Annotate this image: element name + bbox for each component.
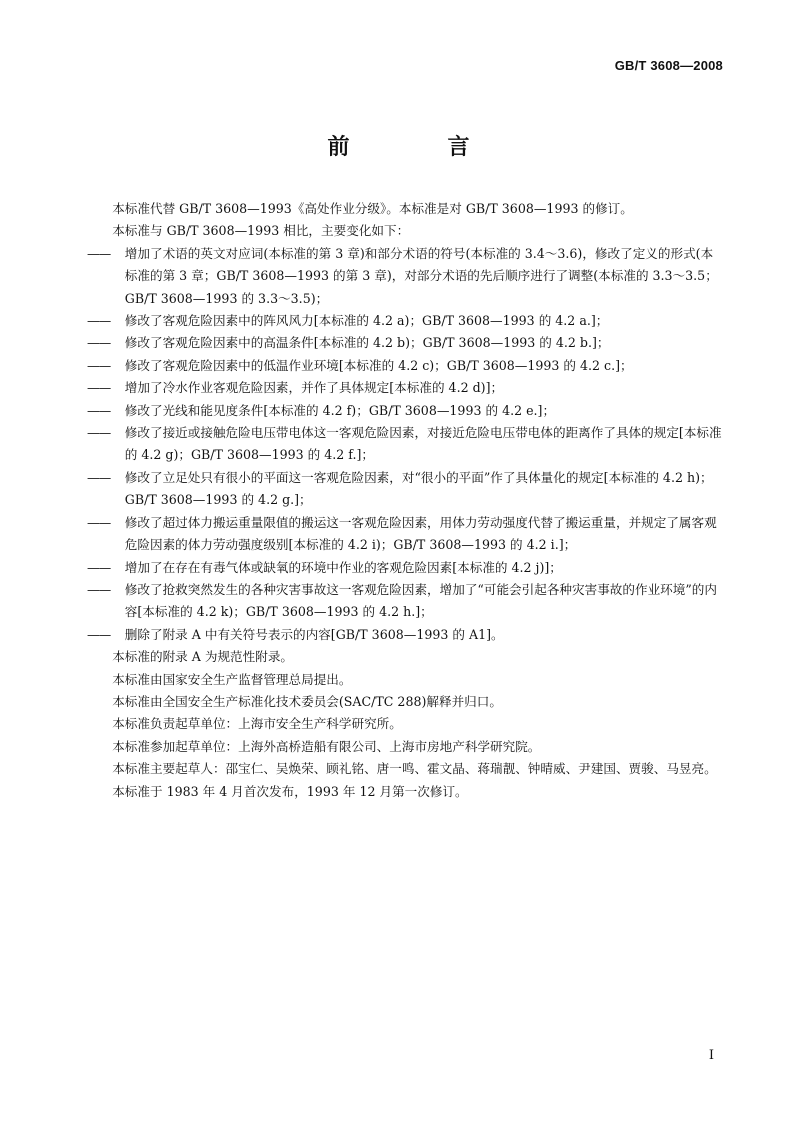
list-dash: —— <box>87 581 111 597</box>
list-dash: —— <box>87 425 111 441</box>
change-item-text: 增加了冷水作业客观危险因素，并作了具体规定[本标准的 4.2 d)]； <box>124 380 504 396</box>
list-dash: —— <box>87 245 111 261</box>
list-dash: —— <box>87 514 111 530</box>
change-list-item <box>87 557 725 579</box>
change-list-item <box>87 467 725 512</box>
closing-paragraph: 本标准于 1983 年 4 月首次发布，1993 年 12 月第一次修订。 <box>112 783 468 799</box>
closing-paragraph: 本标准参加起草单位：上海外高桥造船有限公司、上海市房地产科学研究院。 <box>112 738 541 754</box>
list-dash: —— <box>87 469 111 485</box>
change-item-text: 修改了立足处只有很小的平面这一客观危险因素，对“很小的平面”作了具体量化的规定[本标准的 4.2 h)；GB/T 3608—1993 的 4.2 g.]； <box>124 469 713 508</box>
change-item-text: 修改了接近或接触危险电压带电体这一客观危险因素，对接近危险电压带电体的距离作了具体的规定[本标准的 4.2 g)；GB/T 3608—1993 的 4.2 f.]； <box>124 425 722 463</box>
list-dash: —— <box>87 626 111 642</box>
change-list-item <box>87 624 725 646</box>
closing-paragraph: 本标准由国家安全生产监督管理总局提出。 <box>112 671 352 687</box>
closing-paragraph: 本标准由全国安全生产标准化技术委员会(SAC/TC 288)解释并归口。 <box>112 693 502 709</box>
page-number: I <box>708 1048 714 1063</box>
change-item-text: 修改了客观危险因素中的高温条件[本标准的 4.2 b)；GB/T 3608—1993 的 4.2 b.]； <box>124 335 610 351</box>
intro-paragraph: 本标准代替 GB/T 3608—1993《高处作业分级》。本标准是对 GB/T 3608—1993 的修订。 <box>112 201 633 216</box>
intro-paragraph: 本标准与 GB/T 3608—1993 相比，主要变化如下： <box>112 223 410 239</box>
foreword-body <box>87 198 725 803</box>
list-dash: —— <box>87 402 111 418</box>
change-list-item <box>87 400 725 422</box>
change-item-text: 删除了附录 A 中有关符号表示的内容[GB/T 3608—1993 的 A1]。 <box>124 626 504 642</box>
change-list-item <box>87 332 725 354</box>
standard-code: GB/T 3608—2008 <box>614 58 723 73</box>
change-list-item <box>87 422 725 467</box>
closing-paragraph: 本标准主要起草人：邵宝仁、吴焕荣、顾礼铭、唐一鸣、霍文晶、蒋瑞靓、钟晴威、尹建国、贾骏、马昱亮。 <box>112 761 717 777</box>
change-list-item <box>87 579 725 624</box>
list-dash: —— <box>87 313 111 329</box>
page-title: 前 言 <box>327 135 508 160</box>
list-dash: —— <box>87 357 111 373</box>
closing-paragraph: 本标准负责起草单位：上海市安全生产科学研究所。 <box>112 716 402 732</box>
change-list-item <box>87 377 725 399</box>
change-item-text: 修改了抢救突然发生的各种灾害事故这一客观危险因素，增加了“可能会引起各种灾害事故的作业环境”的内容[本标准的 4.2 k)；GB/T 3608—1993 的 4.2 h.]； <box>124 581 717 620</box>
list-dash: —— <box>87 559 111 575</box>
change-list-item <box>87 243 725 310</box>
change-list-item <box>87 512 725 557</box>
list-dash: —— <box>87 335 111 351</box>
change-item-text: 修改了客观危险因素中的阵风风力[本标准的 4.2 a)；GB/T 3608—1993 的 4.2 a.]； <box>124 313 609 329</box>
change-item-text: 修改了光线和能见度条件[本标准的 4.2 f)；GB/T 3608—1993 的 4.2 e.]； <box>124 402 556 418</box>
change-item-text: 增加了在存在有毒气体或缺氧的环境中作业的客观危险因素[本标准的 4.2 j)]； <box>124 559 562 575</box>
change-item-text: 增加了术语的英文对应词(本标准的第 3 章)和部分术语的符号(本标准的 3.4～3.6)，修改了定义的形式(本标准的第 3 章；GB/T 3608—1993 的第 3 章)，对部分术语的先后顺序进行了调整(本标准的 3.3～3.5；GB/T 3608—1993 的 3.3～3.5)； <box>124 245 718 306</box>
closing-paragraph: 本标准的附录 A 为规范性附录。 <box>112 649 294 665</box>
list-dash: —— <box>87 380 111 396</box>
change-item-text: 修改了客观危险因素中的低温作业环境[本标准的 4.2 c)；GB/T 3608—1993 的 4.2 c.]； <box>124 357 633 373</box>
change-list-item <box>87 355 725 377</box>
change-item-text: 修改了超过体力搬运重量限值的搬运这一客观危险因素，用体力劳动强度代替了搬运重量，并规定了属客观危险因素的体力劳动强度级别[本标准的 4.2 i)；GB/T 3608—1993 的 4.2 i.]； <box>124 514 717 553</box>
change-list-item <box>87 310 725 332</box>
